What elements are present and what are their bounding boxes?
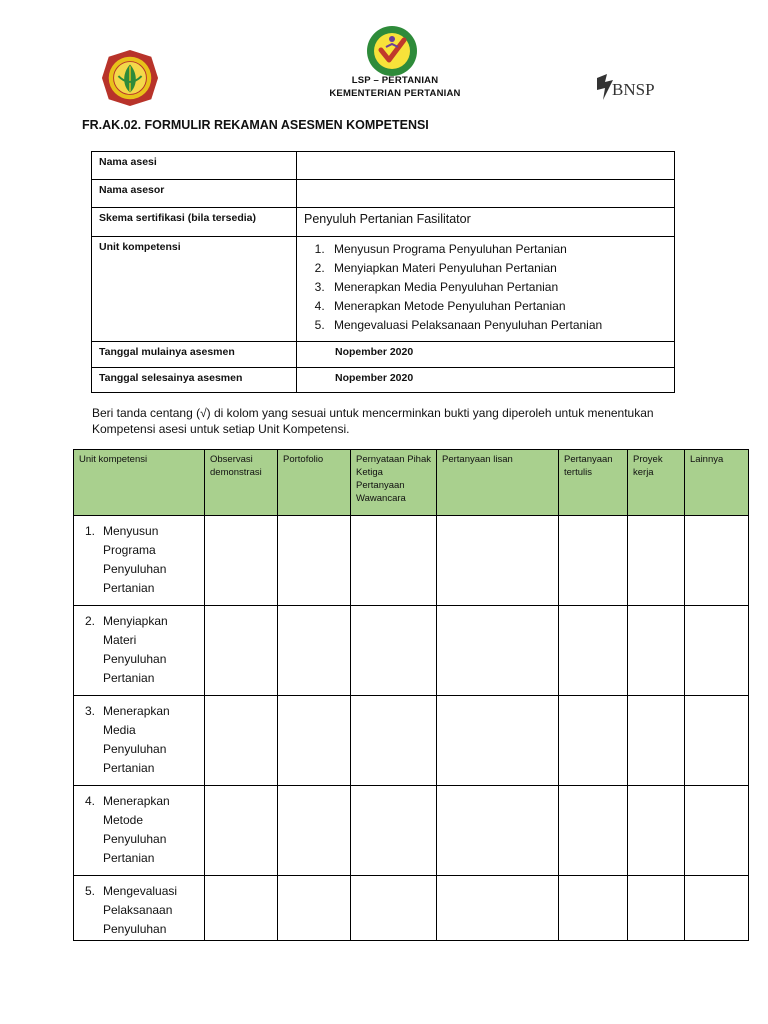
- table-row: [74, 876, 749, 941]
- nama-asesi-field[interactable]: [297, 152, 675, 180]
- check-cell[interactable]: [437, 786, 559, 876]
- unit-name: Mengevaluasi Pelaksanaan Penyuluhan: [103, 884, 178, 936]
- check-cell[interactable]: [278, 606, 351, 696]
- nama-asesor-field[interactable]: [297, 180, 675, 208]
- check-cell[interactable]: [278, 516, 351, 606]
- table-row: [74, 516, 749, 606]
- header-observasi: Observasi demonstrasi: [205, 450, 278, 516]
- unit-name: Menyusun Programa Penyuluhan Pertanian: [103, 524, 167, 595]
- instruction-text: Beri tanda centang (√) di kolom yang sesuai untuk mencerminkan bukti yang diperoleh untuk menentukan Kompetensi asesi untuk setiap Unit Kompetensi.: [92, 406, 654, 436]
- header-lainnya: Lainnya: [685, 450, 749, 516]
- unit-item: 5. Mengevaluasi Pelaksanaan Penyuluhan Pertanian: [328, 318, 667, 332]
- check-cell[interactable]: [628, 516, 685, 606]
- check-cell[interactable]: [628, 606, 685, 696]
- check-cell[interactable]: [205, 876, 278, 941]
- unit-number: 2.: [85, 614, 96, 628]
- header-proyek: Proyek kerja: [628, 450, 685, 516]
- check-cell[interactable]: [559, 696, 628, 786]
- tanggal-selesai-label: Tanggal selesainya asesmen: [92, 368, 297, 393]
- header-tertulis: Pertanyaan tertulis: [559, 450, 628, 516]
- unit-item: 4. Menerapkan Metode Penyuluhan Pertanian: [328, 299, 667, 313]
- kementan-logo: [101, 49, 159, 107]
- unit-name: Menyiapkan Materi Penyuluhan Pertanian: [103, 614, 168, 685]
- check-cell[interactable]: [559, 786, 628, 876]
- header-unit: Unit kompetensi: [74, 450, 205, 516]
- skema-label: Skema sertifikasi (bila tersedia): [92, 208, 297, 237]
- unit-number: 1.: [85, 524, 96, 538]
- header-lisan: Pertanyaan lisan: [437, 450, 559, 516]
- lsp-pertanian-logo: [366, 25, 418, 77]
- org-ministry: KEMENTERIAN PERTANIAN: [329, 88, 461, 99]
- unit-cell: [74, 876, 205, 941]
- unit-name: Menerapkan Metode Penyuluhan Pertanian: [103, 794, 170, 865]
- unit-cell: [74, 786, 205, 876]
- table-row: [74, 606, 749, 696]
- check-cell[interactable]: [685, 876, 749, 941]
- check-cell[interactable]: [278, 876, 351, 941]
- check-cell[interactable]: [351, 696, 437, 786]
- unit-number: 4.: [85, 794, 96, 808]
- evidence-table: [73, 449, 749, 941]
- header-portofolio: Portofolio: [278, 450, 351, 516]
- check-cell[interactable]: [437, 876, 559, 941]
- evidence-header-row: [74, 450, 749, 516]
- unit-kompetensi-label: Unit kompetensi: [92, 237, 297, 342]
- tanggal-selesai-value: Nopember 2020: [297, 368, 675, 393]
- unit-cell: [74, 606, 205, 696]
- check-cell[interactable]: [437, 696, 559, 786]
- bnsp-logo: [593, 70, 659, 104]
- unit-item: 1. Menyusun Programa Penyuluhan Pertanian: [328, 242, 667, 256]
- check-cell[interactable]: [205, 696, 278, 786]
- unit-number: 3.: [85, 704, 96, 718]
- check-cell[interactable]: [437, 516, 559, 606]
- unit-name: Menerapkan Media Penyuluhan Pertanian: [103, 704, 170, 775]
- form-title: FR.AK.02. FORMULIR REKAMAN ASESMEN KOMPETENSI: [82, 118, 429, 132]
- table-row: [74, 696, 749, 786]
- tanggal-mulai-label: Tanggal mulainya asesmen: [92, 342, 297, 368]
- check-cell[interactable]: [685, 786, 749, 876]
- check-cell[interactable]: [685, 606, 749, 696]
- check-cell[interactable]: [437, 606, 559, 696]
- skema-value: Penyuluh Pertanian Fasilitator: [297, 208, 675, 237]
- check-cell[interactable]: [205, 606, 278, 696]
- unit-kompetensi-list-cell: [297, 237, 675, 342]
- check-cell[interactable]: [559, 876, 628, 941]
- check-cell[interactable]: [628, 786, 685, 876]
- header-pernyataan: Pernyataan Pihak Ketiga Pertanyaan Wawancara: [351, 450, 437, 516]
- unit-cell: [74, 696, 205, 786]
- check-cell[interactable]: [628, 876, 685, 941]
- org-name: LSP – PERTANIAN: [351, 75, 439, 86]
- check-cell[interactable]: [278, 696, 351, 786]
- check-cell[interactable]: [351, 876, 437, 941]
- check-cell[interactable]: [351, 786, 437, 876]
- check-cell[interactable]: [278, 786, 351, 876]
- check-cell[interactable]: [685, 696, 749, 786]
- unit-item: 2. Menyiapkan Materi Penyuluhan Pertanian: [328, 261, 667, 275]
- check-cell[interactable]: [559, 606, 628, 696]
- unit-item: 3. Menerapkan Media Penyuluhan Pertanian: [328, 280, 667, 294]
- unit-cell: [74, 516, 205, 606]
- table-row: [74, 786, 749, 876]
- check-cell[interactable]: [559, 516, 628, 606]
- unit-number: 5.: [85, 884, 96, 898]
- unit-kompetensi-list: [304, 242, 667, 332]
- check-cell[interactable]: [205, 516, 278, 606]
- nama-asesi-label: Nama asesi: [92, 152, 297, 180]
- check-cell[interactable]: [628, 696, 685, 786]
- tanggal-mulai-value: Nopember 2020: [297, 342, 675, 368]
- nama-asesor-label: Nama asesor: [92, 180, 297, 208]
- bnsp-logo-text: BNSP: [612, 80, 655, 99]
- assessment-info-table: [91, 151, 675, 393]
- check-cell[interactable]: [205, 786, 278, 876]
- check-cell[interactable]: [685, 516, 749, 606]
- check-cell[interactable]: [351, 516, 437, 606]
- check-cell[interactable]: [351, 606, 437, 696]
